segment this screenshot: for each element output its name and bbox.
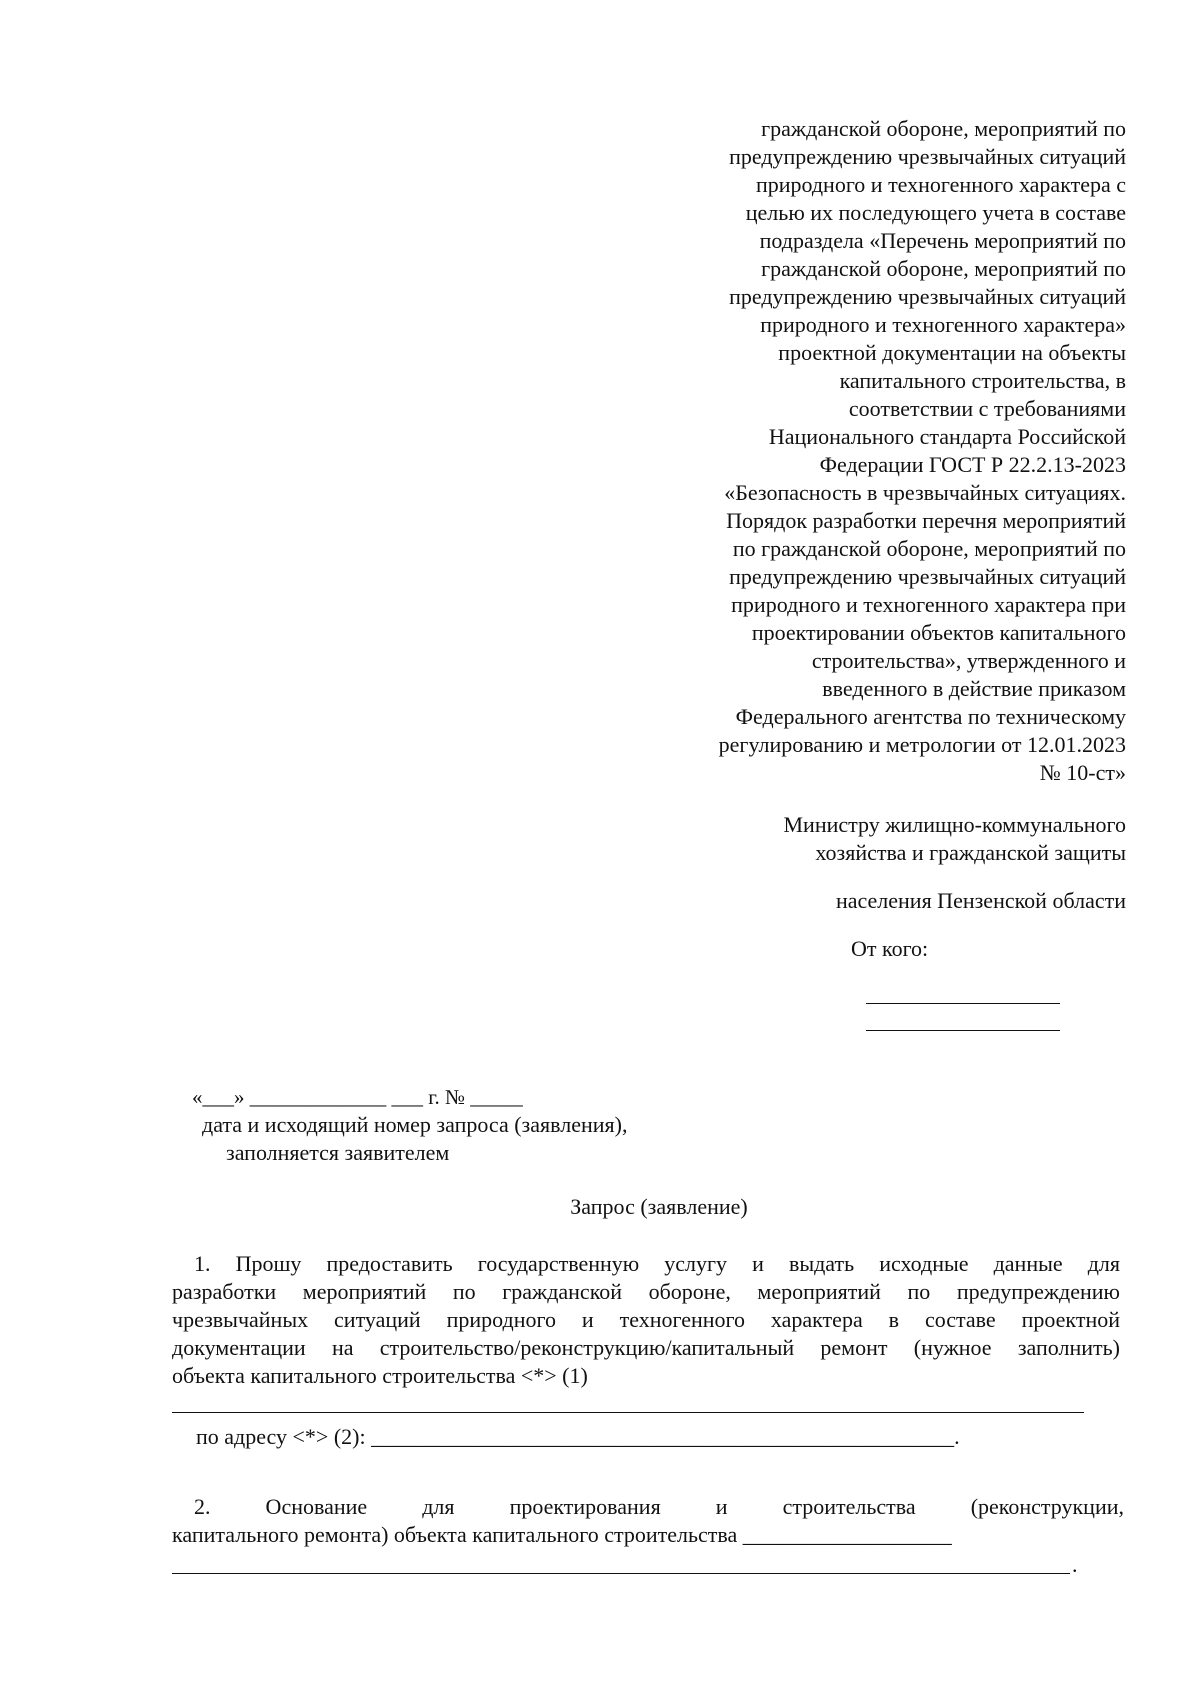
basis-blank-line (172, 1573, 1070, 1574)
basis-line-end: . (1072, 1552, 1078, 1577)
document-title: Запрос (заявление) (570, 1194, 748, 1219)
paragraph-1-line: объекта капитального строительства <*> (1) (172, 1363, 588, 1388)
header-line: подраздела «Перечень мероприятий по (759, 228, 1126, 253)
header-line: соответствии с требованиями (848, 396, 1126, 421)
header-line: по гражданской обороне, мероприятий по (732, 536, 1126, 561)
header-line: целью их последующего учета в составе (745, 200, 1126, 225)
header-line: природного и техногенного характера с (755, 172, 1126, 197)
header-line: Порядок разработки перечня мероприятий (726, 508, 1126, 533)
date-number-caption-2: заполняется заявителем (226, 1140, 450, 1165)
date-number-caption: дата и исходящий номер запроса (заявления), (202, 1112, 628, 1137)
paragraph-1 (172, 1250, 1120, 1390)
header-line: «Безопасность в чрезвычайных ситуациях. (724, 480, 1126, 505)
header-line: проектной документации на объекты (778, 340, 1126, 365)
addressee-block (680, 811, 1126, 867)
address-line: по адресу <*> (2): _____________________________________________________. (196, 1424, 960, 1449)
addressee-minister: Министру жилищно-коммунального (783, 812, 1126, 837)
date-number-field: «___» _____________ ___ г. № _____ (192, 1085, 523, 1109)
paragraph-1-line: чрезвычайных ситуаций природного и техногенного характера в составе проектной (172, 1307, 1120, 1332)
header-line: проектировании объектов капитального (751, 620, 1126, 645)
paragraph-1-line: 1. Прошу предоставить государственную услугу и выдать исходные данные для (194, 1251, 1120, 1276)
header-line: Федерального агентства по техническому (735, 704, 1126, 729)
header-line: Федерации ГОСТ Р 22.2.13-2023 (819, 452, 1126, 477)
header-line: природного и техногенного характера при (731, 592, 1126, 617)
gost-reference-block (640, 115, 1126, 787)
header-line: гражданской обороне, мероприятий по (761, 256, 1126, 281)
sender-blank-line-1 (866, 1003, 1060, 1004)
header-line: введенного в действие приказом (822, 676, 1126, 701)
addressee-ministry: хозяйства и гражданской защиты (815, 840, 1126, 865)
paragraph-1-line: разработки мероприятий по гражданской обороне, мероприятий по предупреждению (172, 1279, 1120, 1304)
from-label: От кого: (851, 936, 929, 961)
header-line: природного и техногенного характера» (760, 312, 1126, 337)
header-line: предупреждению чрезвычайных ситуаций (729, 564, 1126, 589)
header-line: предупреждению чрезвычайных ситуаций (729, 144, 1126, 169)
header-line: регулированию и метрологии от 12.01.2023 (718, 732, 1126, 757)
header-line: Национального стандарта Российской (768, 424, 1126, 449)
header-line: строительства», утвержденного и (811, 648, 1126, 673)
paragraph-1-line: документации на строительство/реконструкцию/капитальный ремонт (нужное заполнить) (172, 1335, 1120, 1360)
header-line: гражданской обороне, мероприятий по (761, 116, 1126, 141)
header-line: предупреждению чрезвычайных ситуаций (729, 284, 1126, 309)
sender-blank-line-2 (866, 1030, 1060, 1031)
paragraph-2 (172, 1493, 1124, 1521)
header-line: № 10-ст» (1039, 760, 1126, 785)
object-name-blank-line (172, 1412, 1084, 1413)
addressee-region: населения Пензенской области (835, 888, 1126, 913)
paragraph-2-line: капитального ремонта) объекта капитального строительства ___________________ (172, 1522, 952, 1547)
header-line: капитального строительства, в (839, 368, 1126, 393)
paragraph-2-line: 2. Основание для проектирования и строительства (реконструкции, (194, 1494, 1124, 1519)
